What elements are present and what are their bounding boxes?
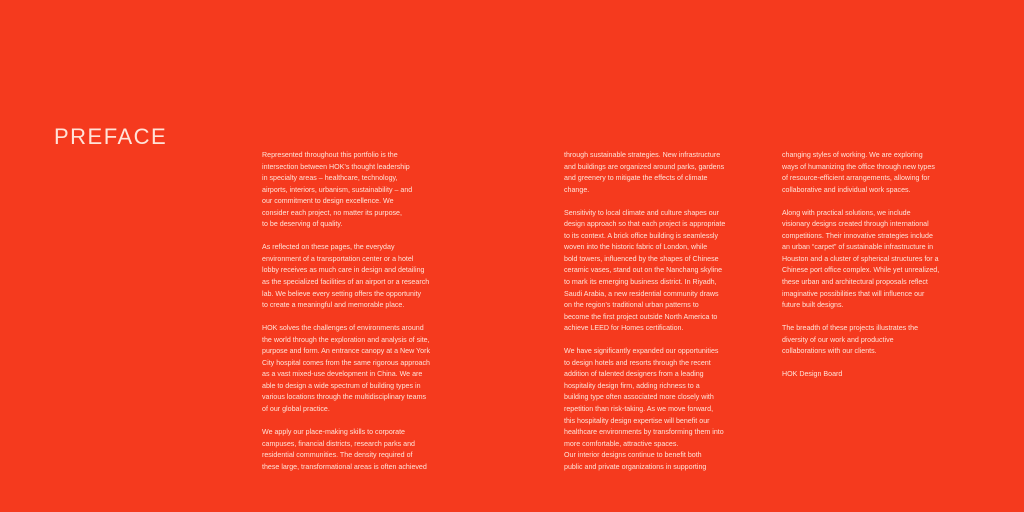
text-line: intersection between HOK’s thought leadership (262, 162, 410, 171)
text-line: HOK Design Board (782, 370, 843, 379)
page-title: PREFACE (54, 124, 168, 149)
text-line: lobby receives as much care in design and detailing (262, 266, 425, 275)
text-line: consider each project, no matter its purpose, (262, 208, 402, 217)
text-line: and buildings are organized around parks, gardens (564, 162, 725, 171)
text-line: through sustainable strategies. New infrastructure (564, 151, 721, 159)
text-line: We apply our place-making skills to corporate (262, 428, 405, 437)
text-line: able to design a wide spectrum of building types in (262, 381, 421, 390)
text-line: Along with practical solutions, we include (782, 208, 911, 217)
paragraph (262, 150, 472, 231)
text-line: The breadth of these projects illustrates the (782, 324, 919, 333)
text-line: HOK solves the challenges of environments around (262, 324, 424, 333)
text-line: bold towers, influenced by the shapes of Chinese (564, 254, 719, 263)
paragraph (564, 346, 774, 473)
text-line: these urban and architectural proposals reflect (782, 278, 928, 287)
paragraph (262, 242, 472, 311)
text-line: the world through the exploration and analysis of site, (262, 335, 430, 344)
text-line: Chinese port office complex. While yet unrealized, (782, 266, 940, 275)
text-line: Houston and a cluster of spherical structures for a (782, 254, 939, 263)
paragraph (782, 208, 982, 312)
text-line: We have significantly expanded our opportunities (564, 347, 719, 356)
text-line: in specialty areas – healthcare, technology, (262, 174, 398, 183)
paragraph (782, 369, 982, 381)
text-line: on the region’s traditional urban patterns to (564, 301, 699, 310)
paragraph (262, 427, 472, 473)
paragraph (262, 323, 472, 415)
text-line: environment of a transportation center or a hotel (262, 254, 414, 263)
text-line: change. (564, 185, 590, 194)
text-line: as the specialized facilities of an airport or a research (262, 278, 430, 287)
text-line: lab. We believe every setting offers the opportunity (262, 289, 422, 298)
text-line: As reflected on these pages, the everyday (262, 243, 395, 252)
text-line: to its context. A brick office building is seamlessly (564, 231, 719, 240)
text-line: future built designs. (782, 301, 844, 310)
text-line: residential communities. The density required of (262, 451, 413, 460)
text-line: become the first project outside North America to (564, 312, 718, 321)
text-line: ways of humanizing the office through new types (782, 162, 935, 171)
text-column-1 (262, 150, 472, 473)
text-line: as a vast mixed-use development in China. We are (262, 370, 423, 379)
text-line: an urban “carpet” of sustainable infrastructure in (782, 243, 934, 252)
text-line: various locations through the multidisciplinary teams (262, 393, 427, 402)
text-line: and greenery to mitigate the effects of climate (564, 174, 708, 183)
text-line: repetition than risk-taking. As we move forward, (564, 405, 714, 414)
paragraph (782, 323, 982, 358)
text-line: airports, interiors, urbanism, sustainability – and (262, 185, 413, 194)
text-column-3 (782, 150, 982, 381)
text-line: City hospital comes from the same rigorous approach (262, 358, 430, 367)
text-line: building type often associated more closely with (564, 393, 714, 402)
text-line: to create a meaningful and memorable place. (262, 301, 405, 310)
text-line: ceramic vases, stand out on the Nanchang skyline (564, 266, 723, 275)
paragraph (564, 150, 774, 196)
text-line: campuses, financial districts, research parks and (262, 439, 415, 448)
text-line: competitions. Their innovative strategies include (782, 231, 933, 240)
text-line: imaginative possibilities that will influence our (782, 289, 925, 298)
text-line: woven into the historic fabric of London, while (564, 243, 708, 252)
text-line: to mark its emerging business district. In Riyadh, (564, 278, 717, 287)
text-line: public and private organizations in supporting (564, 462, 707, 471)
text-line: to design hotels and resorts through the recent (564, 358, 711, 367)
text-line: collaborative and individual work spaces. (782, 185, 911, 194)
text-line: of resource-efficient arrangements, allowing for (782, 174, 930, 183)
text-line: Sensitivity to local climate and culture shapes our (564, 208, 719, 217)
text-line: more comfortable, attractive spaces. (564, 439, 679, 448)
text-line: changing styles of working. We are exploring (782, 151, 923, 159)
text-line: purpose and form. An entrance canopy at a New York (262, 347, 430, 356)
text-line: addition of talented designers from a leading (564, 370, 704, 379)
text-line: collaborations with our clients. (782, 347, 877, 356)
text-line: Our interior designs continue to benefit both (564, 451, 702, 460)
text-line: these large, transformational areas is often achieved (262, 462, 427, 471)
text-line: Represented throughout this portfolio is the (262, 151, 398, 159)
text-line: hospitality design firm, adding richness to a (564, 381, 700, 390)
text-line: Saudi Arabia, a new residential community draws (564, 289, 719, 298)
paragraph (782, 150, 982, 196)
text-line: design approach so that each project is appropriate (564, 220, 726, 229)
text-line: healthcare environments by transforming them into (564, 428, 724, 437)
paragraph (564, 208, 774, 335)
text-column-2 (564, 150, 774, 473)
text-line: our commitment to design excellence. We (262, 197, 394, 206)
text-line: visionary designs created through international (782, 220, 929, 229)
text-line: to be deserving of quality. (262, 220, 343, 229)
text-line: this hospitality design expertise will benefit our (564, 416, 710, 425)
text-line: diversity of our work and productive (782, 335, 894, 344)
text-line: of our global practice. (262, 405, 330, 414)
text-line: achieve LEED for Homes certification. (564, 324, 684, 333)
